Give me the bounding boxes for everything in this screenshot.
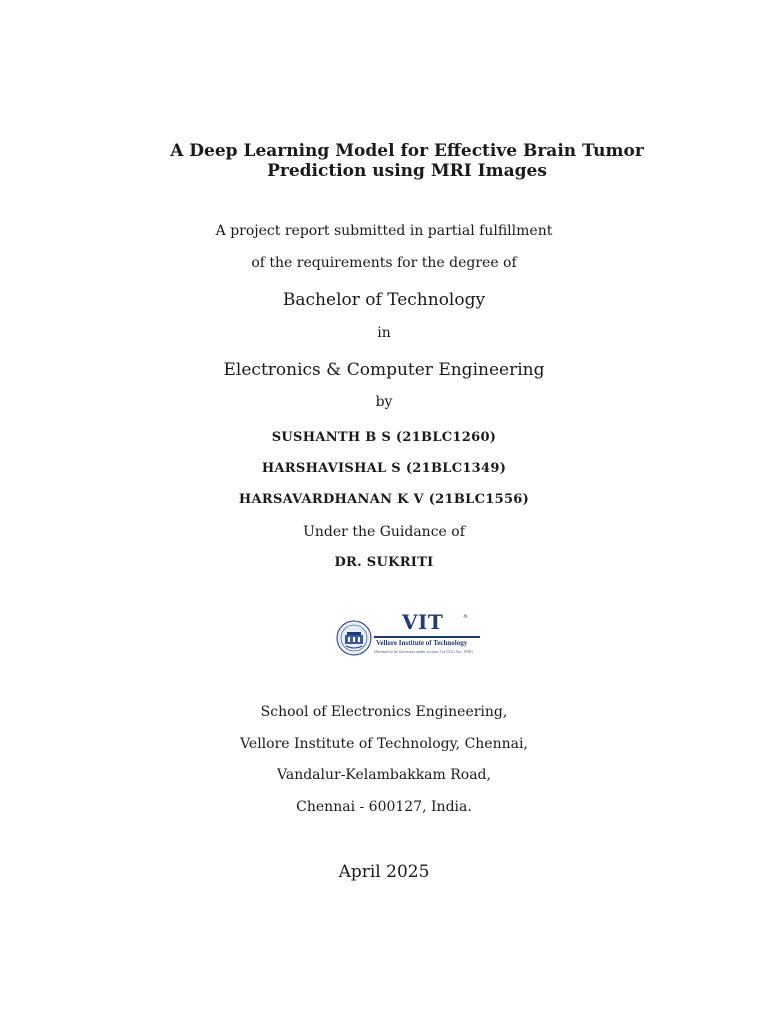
report-title-line-2: Prediction using MRI Images bbox=[267, 161, 547, 181]
author-1: SUSHANTH B S (21BLC1260) bbox=[271, 430, 497, 445]
author-2: HARSHAVISHAL S (21BLC1349) bbox=[261, 461, 507, 476]
institution-line: Vellore Institute of Technology, Chennai, bbox=[240, 736, 528, 752]
submission-line-2: of the requirements for the degree of bbox=[251, 255, 517, 271]
school-line: School of Electronics Engineering, bbox=[260, 704, 508, 720]
logo-acronym: VIT bbox=[402, 610, 444, 634]
report-date: April 2025 bbox=[338, 862, 430, 882]
submission-line-1: A project report submitted in partial fulfillment bbox=[215, 223, 553, 239]
guidance-label: Under the Guidance of bbox=[303, 524, 465, 540]
logo-institute-name: Vellore Institute of Technology bbox=[376, 639, 468, 647]
report-title-line-1: A Deep Learning Model for Effective Brain Tumor bbox=[170, 141, 644, 161]
author-3: HARSAVARDHANAN K V (21BLC1556) bbox=[238, 492, 530, 507]
logo-registered-mark: ® bbox=[463, 614, 468, 620]
guide-name: DR. SUKRITI bbox=[334, 555, 434, 570]
city-line: Chennai - 600127, India. bbox=[296, 799, 472, 815]
logo-divider bbox=[374, 636, 480, 638]
road-line: Vandalur-Kelambakkam Road, bbox=[277, 767, 491, 783]
vit-seal-icon bbox=[336, 620, 372, 656]
in-word: in bbox=[377, 325, 391, 341]
by-word: by bbox=[375, 394, 393, 410]
report-title bbox=[150, 141, 664, 181]
logo-tagline: (Deemed to be University under section 3 of UGC Act, 1956) bbox=[374, 649, 473, 654]
discipline-name: Electronics & Computer Engineering bbox=[223, 360, 545, 380]
degree-name: Bachelor of Technology bbox=[282, 290, 486, 310]
vit-logo bbox=[336, 612, 482, 658]
